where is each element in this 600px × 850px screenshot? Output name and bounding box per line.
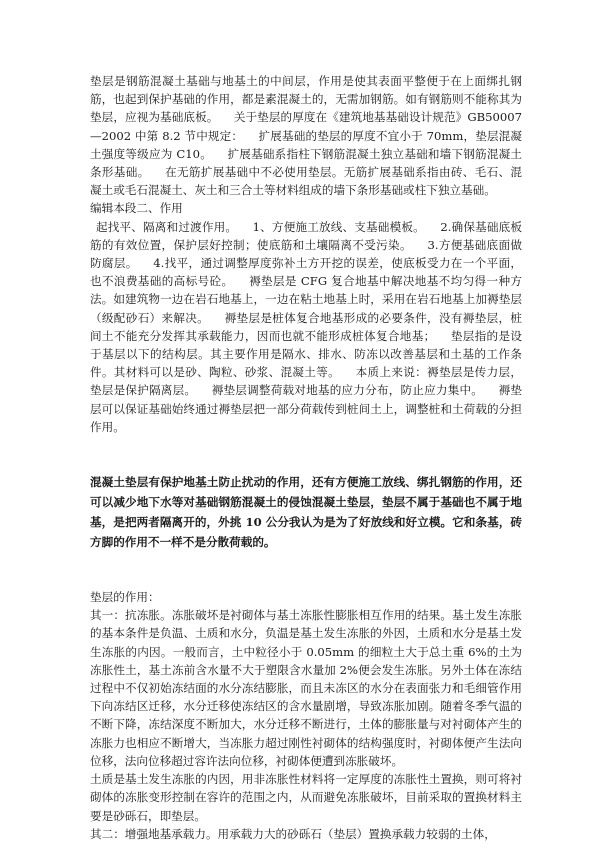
intro-sentence-5: 在无筋扩展基础中不必使用垫层。无筋扩展基础系指由砖、毛石、混凝土或毛石混凝土、灰土和三合土等材料组成的墙下条形基础或柱下独立基础。 [90,165,522,198]
intro-sentence-4: 扩展基础系指柱下钢筋混凝土独立基础和墙下钢筋混凝土条形基础。 [90,146,523,180]
function-item-7: 垫层指的是设于基层以下的结构层。其主要作用是隔水、排水、防冻以改善基层和土基的工作条件。其材料可以是砂、陶粒、砂浆、混凝土等。 [90,328,522,380]
function-item-3: 3.方便基础底面做防腐层。 [90,237,522,271]
function-item-4: 4.找平，通过调整厚度弥补土方开挖的误差，使底板受力在一个平面，也不浪费基础的高标号砼。 [90,256,522,289]
function-item-8: 本质上来说：褥垫层是传力层，垫层是保护隔离层。 [90,365,522,398]
function-item-10: 褥垫层可以保证基础始终通过褥垫层把一部分荷载传到桩间土上，调整桩和土荷载的分担作用。 [90,383,523,434]
intro-sentence-3: 扩展基础的垫层的厚度不宜小于 70mm，垫层混凝土强度等级应为 C10。 [90,128,522,161]
function-item-1: 1、方便施工放线、支基础模板。 [252,219,425,234]
function-item-9: 褥垫层调整荷载对地基的应力分布，防止应力集中。 [211,383,484,398]
role-one-paragraph: 其一：抗冻胀。冻胀破坏是衬砌体与基土冻胀性膨胀相互作用的结果。基土发生冻胀的基本条件是负温、土质和水分，负温是基土发生冻胀的外因，土质和水分是基土发生冻胀的内因。一般而言，土中粒径小于 0.05mm 的细粒土大于总土重 6%的土为冻胀性土，基土冻前含水量不大于塑限含水量加 2%便会发生冻胀。另外土体在冻结过程中不仅初始冻结面的水分冻结膨胀，而且未冻区的水分在表面张力和毛细管作用下向冻结区迁移，水分迁移使冻结区的含水量剧增，导致冻胀加剧。随着冬季气温的不断下降，冻结深度不断加大，水分迁移不断进行，土体的膨胀量与对衬砌体产生的冻胀力也相应不断增大，当冻胀力超过刚性衬砌体的结构强度时，衬砌体便产生法向位移，法向位移超过容许法向位移，衬砌体便遭到冻胀破坏。 [90,608,522,768]
intro-sentence-1: 垫层是钢筋混凝土基础与地基土的中间层，作用是使其表面平整便于在上面绑扎钢筋，也起到保护基础的作用，都是素混凝土的，无需加钢筋。如有钢筋则不能称其为垫层，应视为基础底板。 [90,74,522,125]
intro-sentence-2: 关于垫层的厚度在《建筑地基基础设计规范》GB50007—2002 中第 8.2 节中规定： [90,110,522,143]
function-item-2: 2.确保基础底板筋的有效位置，保护层好控制；使底筋和土壤隔离不受污染。 [90,219,522,252]
bold-note: 混凝土垫层有保护地基土防止扰动的作用，还有方便施工放线、绑扎钢筋的作用，还可以减少地下水等对基础钢筋混凝土的侵蚀混凝土垫层，垫层不属于基础也不属于地基，是把两者隔离开的，外挑 10 公分我认为是为了好放线和好立模。它和条基，砖方脚的作用不一样不是分散荷载的。 [90,475,522,550]
role-one-continuation: 土质是基土发生冻胀的内因，用非冻胀性材料将一定厚度的冻胀性土置换，则可将衬砌体的冻胀变形控制在容许的范围之内，从而避免冻胀破坏，目前采取的置换材料主要是砂砾石，即垫层。 [90,772,522,823]
function-item-6: 褥垫层是桩体复合地基形成的必要条件，没有褥垫层，桩间土不能充分发挥其承载能力，因而也就不能形成桩体复合地基； [90,310,522,343]
function-item-0: 起找平、隔离和过渡作用。 [95,219,238,234]
role-heading: 垫层的作用： [90,590,160,605]
functions-paragraph [90,218,522,436]
role-two-paragraph: 其二：增强地基承载力。用承载力大的砂砾石（垫层）置换承载力较弱的土体， [90,826,496,841]
function-item-5: 褥垫层是 CFG 复合地基中解决地基不均匀得一种方法。如建筑物一边在岩石地基上，一边在粘土地基上时，采用在岩石地基上加褥垫层（级配砂石）来解决。 [90,274,522,325]
intro-paragraph [90,72,522,199]
section-label: 编辑本段二、作用 [90,201,183,216]
